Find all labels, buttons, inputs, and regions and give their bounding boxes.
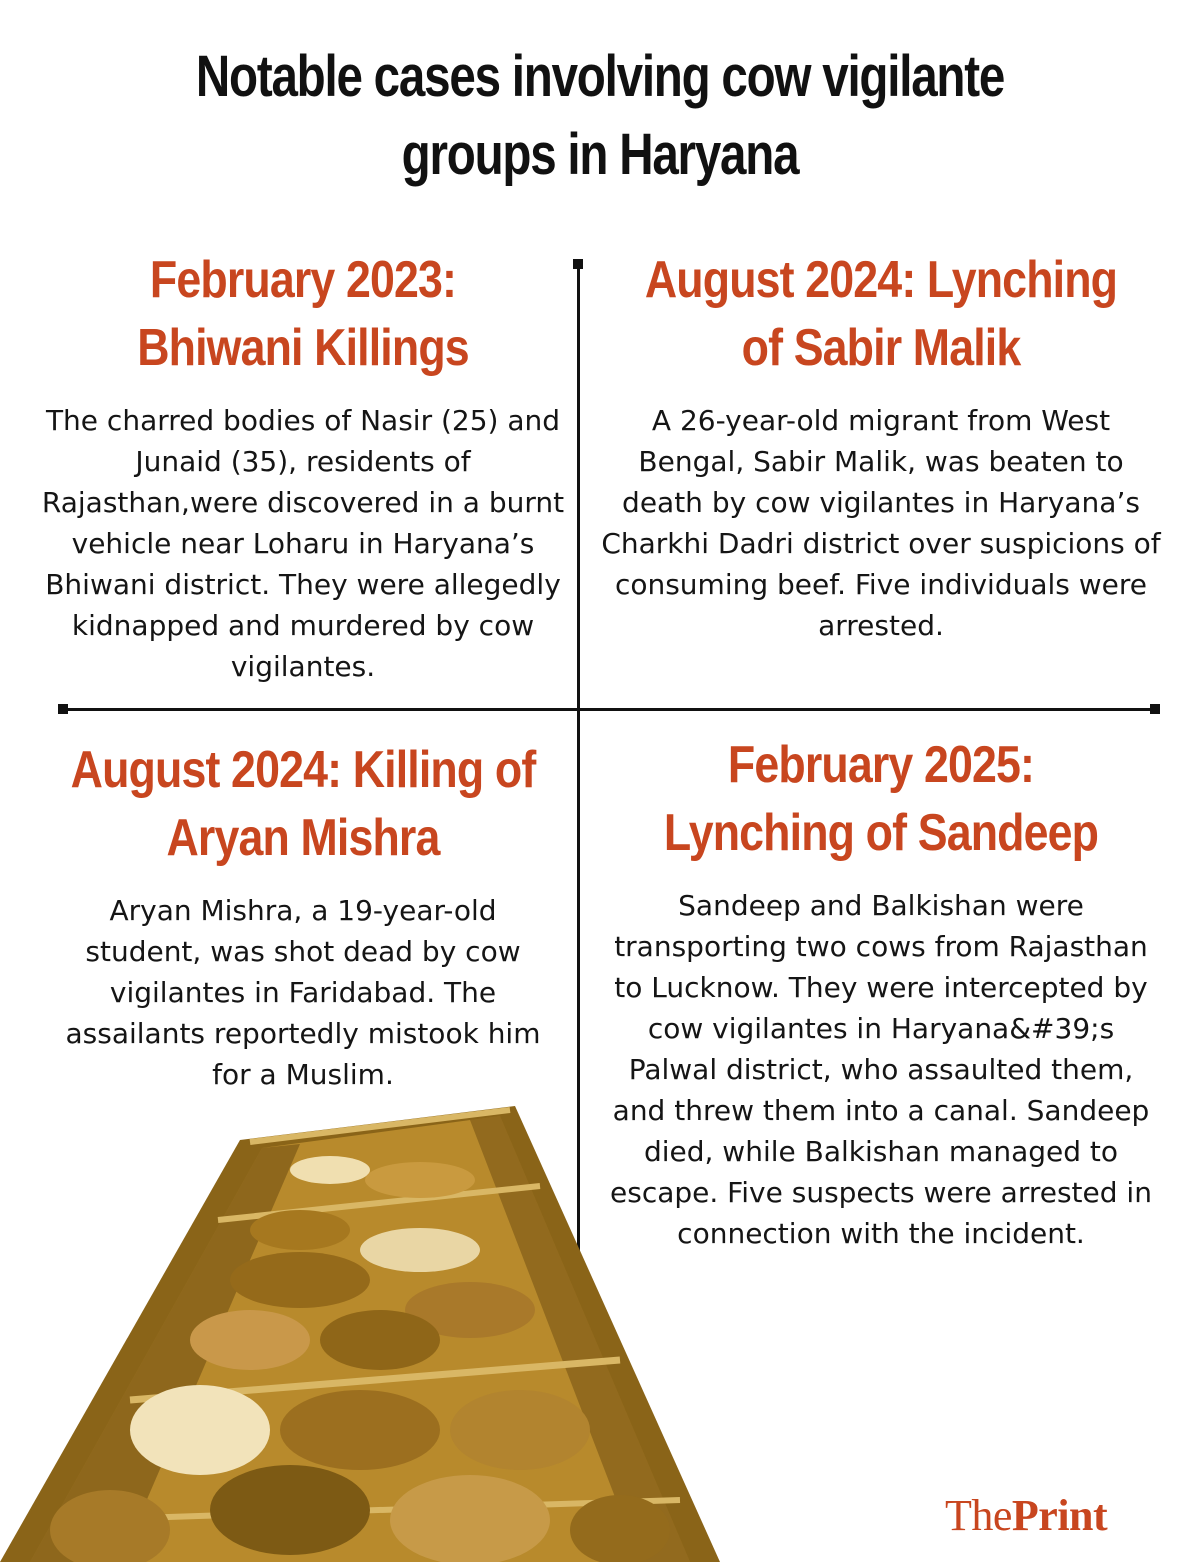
divider-end-left xyxy=(58,704,68,714)
logo-part-the: The xyxy=(945,1491,1012,1540)
case-body: A 26-year-old migrant from West Bengal, Sabir Malik, was beaten to death by cow vigilantes in Haryana’s Charkhi Dadri district over suspicions of consuming beef. Five individuals were arrested. xyxy=(601,404,1161,642)
theprint-logo xyxy=(945,1490,1107,1541)
case-sabir-malik xyxy=(601,246,1161,646)
case-title: August 2024: Lynching of Sabir Malik xyxy=(644,251,1118,377)
case-body: Aryan Mishra, a 19-year-old student, was shot dead by cow vigilantes in Faridabad. The assailants reportedly mistook him for a Muslim. xyxy=(65,894,541,1091)
case-bhiwani-killings xyxy=(23,246,583,687)
case-body: Sandeep and Balkishan were transporting two cows from Rajasthan to Lucknow. They were intercepted by cow vigilantes in Haryana&#39;s Palwal district, who assaulted them, and threw them into a canal. Sandeep died, while Balkishan managed to escape. Five suspects were arrested in connection with the incident. xyxy=(610,889,1152,1250)
case-body: The charred bodies of Nasir (25) and Junaid (35), residents of Rajasthan,were discovered in a burnt vehicle near Loharu in Haryana’s Bhiwani district. They were allegedly kidnapped and murdered by cow vigilantes. xyxy=(41,404,565,683)
page-title: Notable cases involving cow vigilante groups in Haryana xyxy=(195,44,1005,187)
case-title: February 2023: Bhiwani Killings xyxy=(137,251,469,377)
case-aryan-mishra xyxy=(23,736,583,1095)
divider-end-right xyxy=(1150,704,1160,714)
case-title: February 2025: Lynching of Sandeep xyxy=(663,736,1099,862)
case-sandeep xyxy=(601,731,1161,1254)
case-title: August 2024: Killing of Aryan Mishra xyxy=(70,741,536,867)
horizontal-divider xyxy=(62,708,1156,711)
logo-part-print: Print xyxy=(1011,1491,1108,1540)
